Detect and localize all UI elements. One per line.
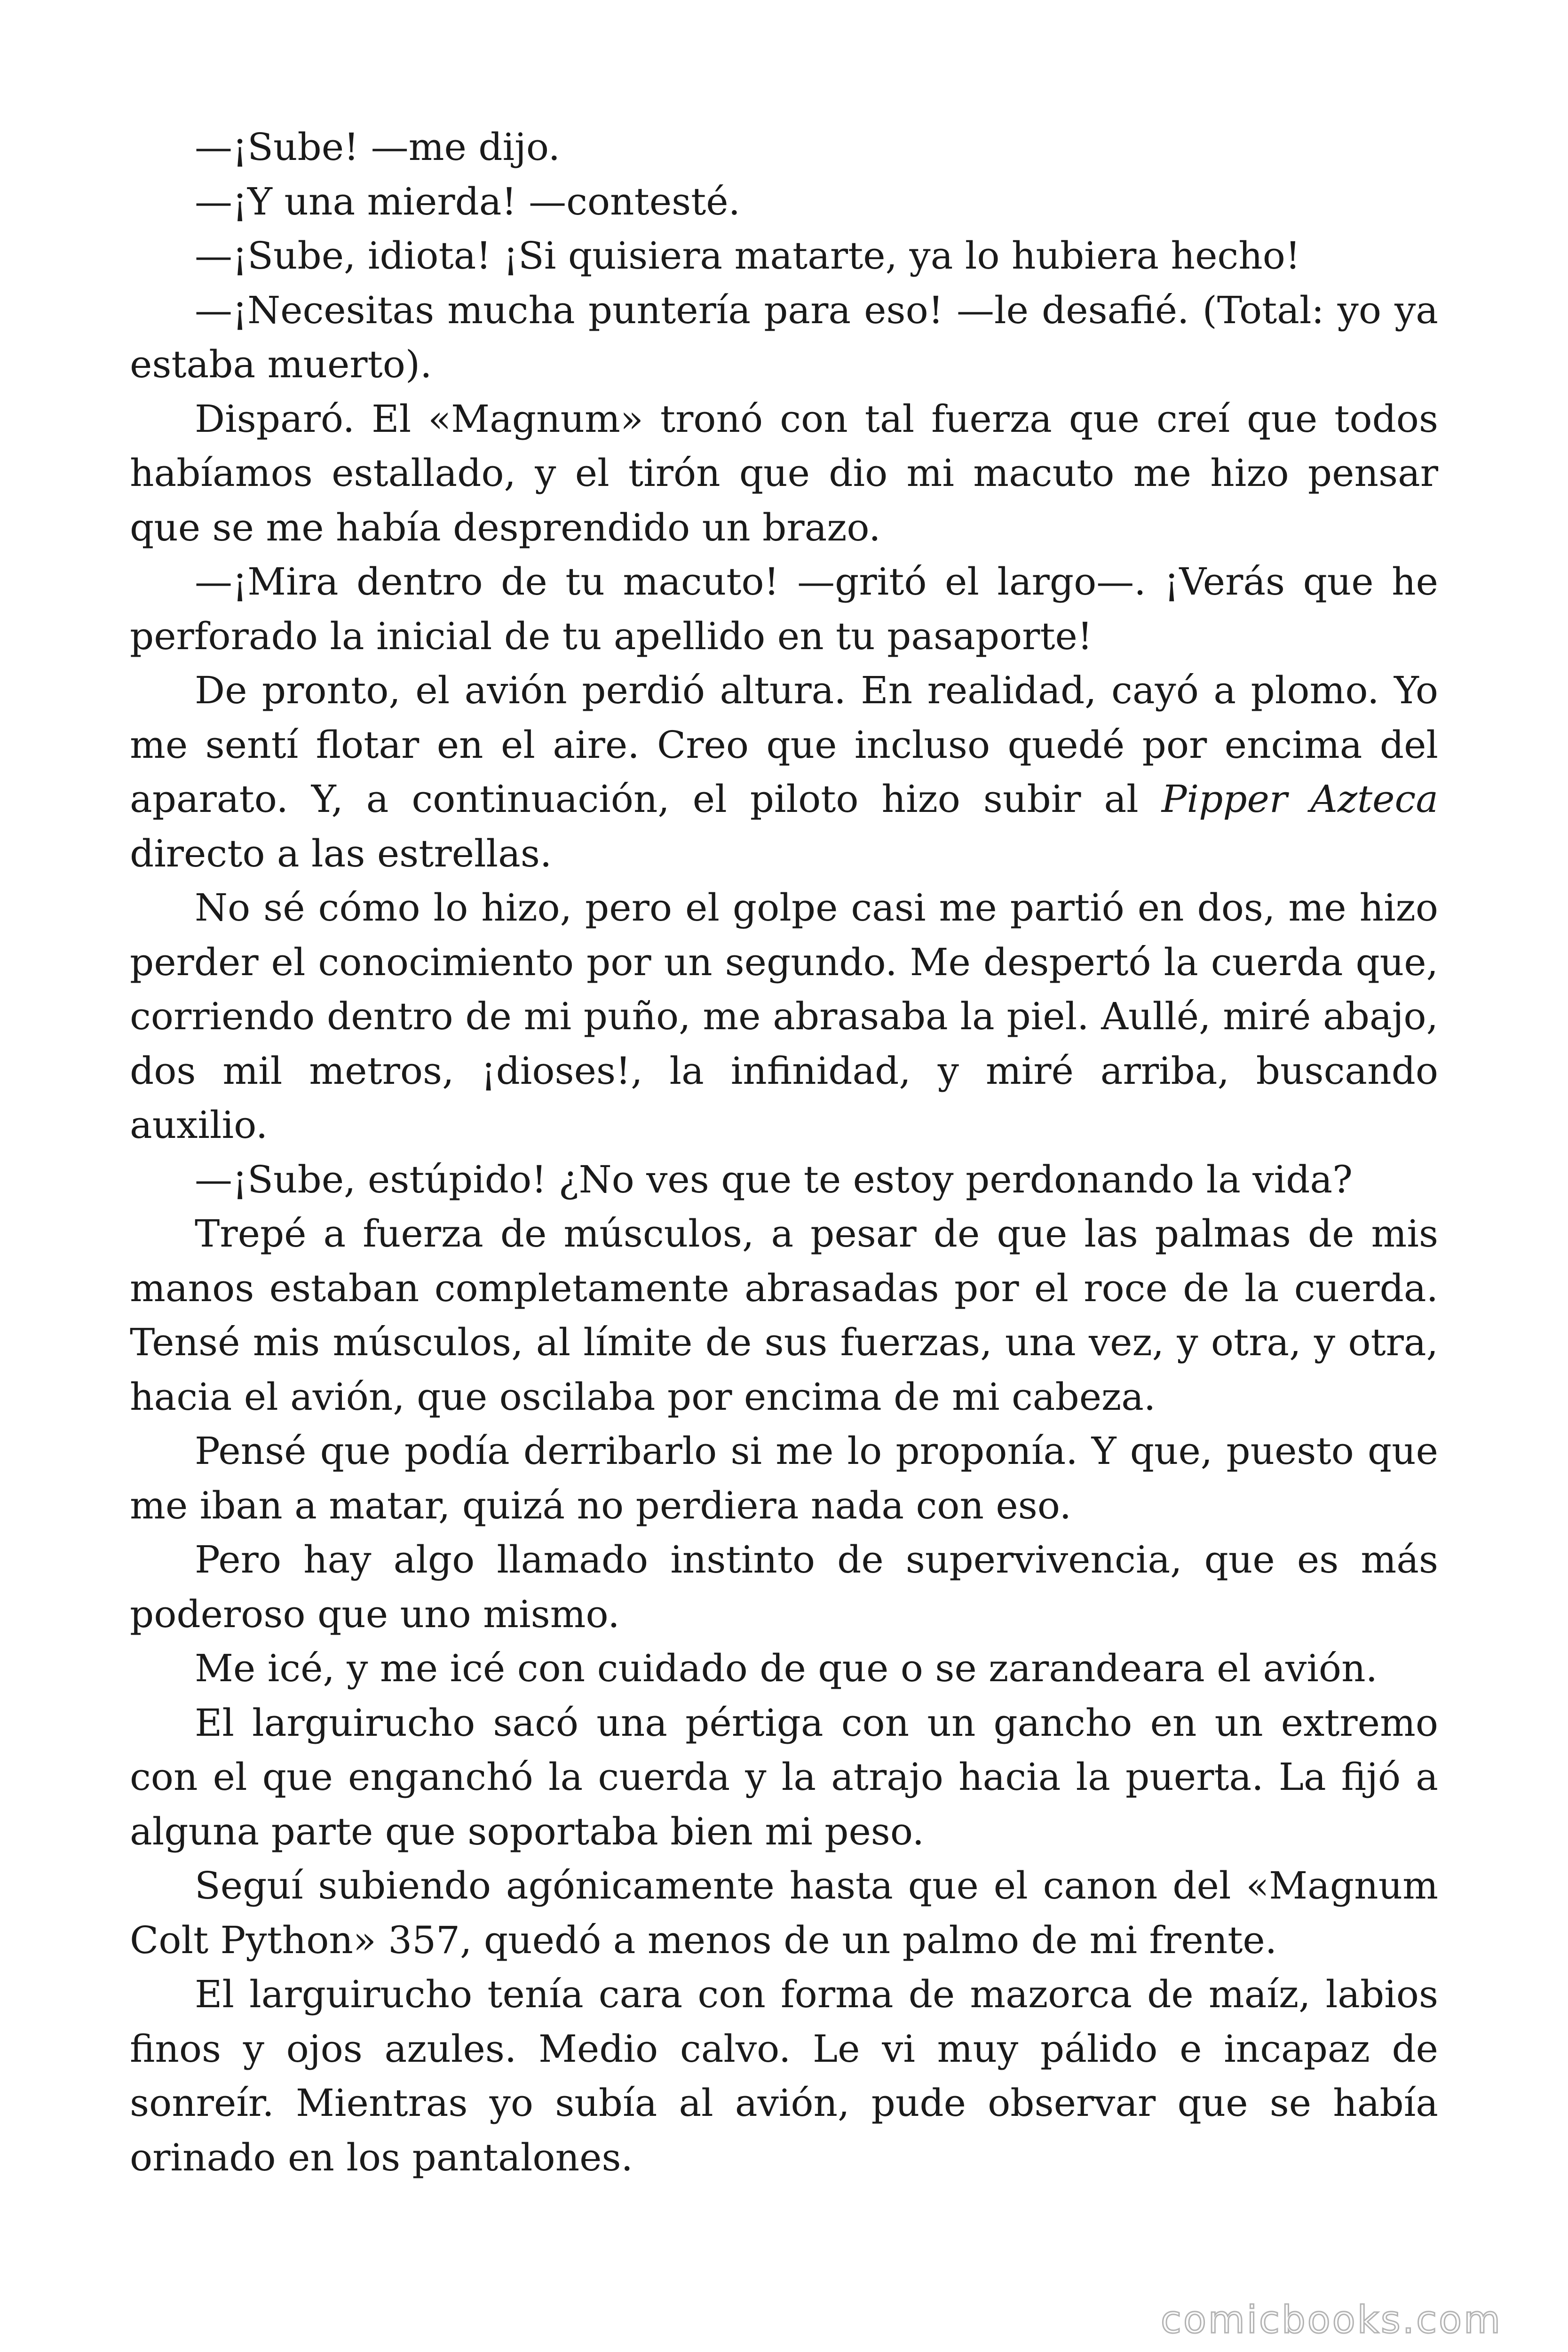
paragraph: De pronto, el avión perdió altura. En realidad, cayó a plomo. Yo me sentí flotar en el aire. Creo que incluso quedé por encima del aparato. Y, a continuación, el piloto hizo subir al Pipper Azteca directo a las estrellas.: [130, 668, 1439, 875]
paragraph: —¡Y una mierda! —contesté.: [195, 179, 741, 223]
italic-title: Pipper Azteca: [1161, 777, 1439, 821]
paragraph: Disparó. El «Magnum» tronó con tal fuerza que creí que todos habíamos estallado, y el tirón que dio mi macuto me hizo pensar que se me había desprendido un brazo.: [130, 397, 1438, 549]
paragraph: El larguirucho tenía cara con forma de mazorca de maíz, labios finos y ojos azules. Medio calvo. Le vi muy pálido e incapaz de sonreír. Mientras yo subía al avión, pude observar que se había orinado en los pantalones.: [130, 1972, 1438, 2179]
paragraph: —¡Necesitas mucha puntería para eso! —le desafié. (Total: yo ya estaba muerto).: [130, 288, 1438, 386]
paragraph: —¡Sube! —me dijo.: [195, 125, 561, 169]
paragraph: Pensé que podía derribarlo si me lo proponía. Y que, puesto que me iban a matar, quizá no perdiera nada con eso.: [130, 1429, 1438, 1527]
body-text: [130, 120, 1438, 2185]
paragraph: Seguí subiendo agónicamente hasta que el canon del «Magnum Colt Python» 357, quedó a menos de un palmo de mi frente.: [130, 1864, 1438, 1962]
paragraph: —¡Mira dentro de tu macuto! —gritó el largo—. ¡Verás que he perforado la inicial de tu apellido en tu pasaporte!: [130, 560, 1438, 658]
paragraph: —¡Sube, idiota! ¡Si quisiera matarte, ya lo hubiera hecho!: [195, 234, 1301, 278]
paragraph: Pero hay algo llamado instinto de supervivencia, que es más poderoso que uno mismo.: [130, 1538, 1438, 1636]
paragraph: El larguirucho sacó una pértiga con un gancho en un extremo con el que enganchó la cuerda y la atrajo hacia la puerta. La fijó a alguna parte que soportaba bien mi peso.: [130, 1700, 1438, 1853]
watermark: comicbooks.com: [1160, 2298, 1502, 2342]
paragraph: Me icé, y me icé con cuidado de que o se zarandeara el avión.: [195, 1646, 1378, 1690]
paragraph: —¡Sube, estúpido! ¿No ves que te estoy perdonando la vida?: [195, 1157, 1353, 1201]
paragraph: Trepé a fuerza de músculos, a pesar de que las palmas de mis manos estaban completamente abrasadas por el roce de la cuerda. Tensé mis músculos, al límite de sus fuerzas, una vez, y otra, y otra, hacia el avión, que oscilaba por encima de mi cabeza.: [130, 1212, 1438, 1419]
paragraph: No sé cómo lo hizo, pero el golpe casi me partió en dos, me hizo perder el conocimiento por un segundo. Me despertó la cuerda que, corriendo dentro de mi puño, me abrasaba la piel. Aullé, miré abajo, dos mil metros, ¡dioses!, la infinidad, y miré arriba, buscando auxilio.: [130, 886, 1438, 1147]
